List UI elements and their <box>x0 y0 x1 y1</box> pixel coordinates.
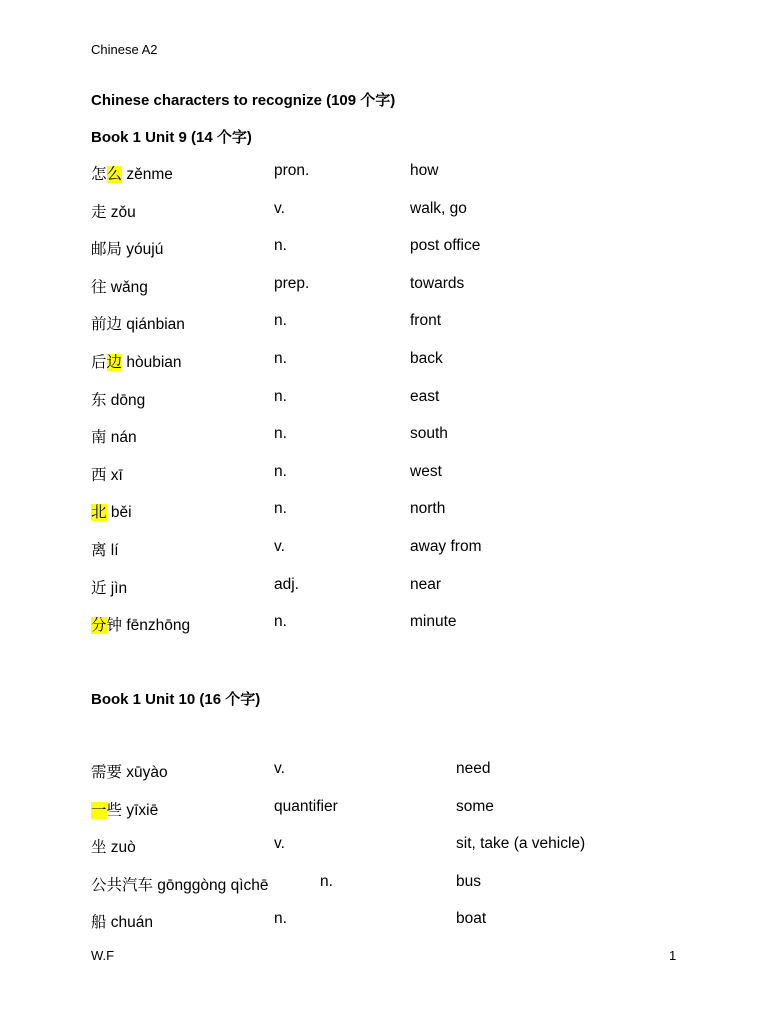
english-meaning: north <box>410 500 446 518</box>
term-text: 船 chuán <box>91 914 154 932</box>
term-text: 公共汽车 gōnggòng qìchē <box>91 876 269 894</box>
vocab-row <box>91 798 731 822</box>
term-text: 些 yīxiē <box>106 801 159 819</box>
page-header: Chinese A2 <box>91 42 158 57</box>
vocab-term <box>91 237 163 259</box>
term-text: hòubian <box>122 354 182 371</box>
vocab-row <box>91 613 731 637</box>
part-of-speech: n. <box>274 425 287 443</box>
term-text: běi <box>106 504 132 522</box>
part-of-speech: v. <box>274 538 285 555</box>
term-text: 需要 xūyào <box>91 764 168 781</box>
part-of-speech: quantifier <box>274 797 338 815</box>
footer-author: W.F <box>91 948 115 963</box>
part-of-speech: prep. <box>274 274 310 292</box>
vocab-term <box>91 463 123 485</box>
vocab-row <box>91 873 731 897</box>
part-of-speech: adj. <box>274 575 299 593</box>
vocab-term <box>91 425 137 447</box>
english-meaning: towards <box>410 274 465 292</box>
vocab-term <box>91 312 185 334</box>
highlighted-character: 边 <box>106 354 123 371</box>
highlighted-character: 么 <box>106 166 123 183</box>
vocab-term <box>91 538 119 560</box>
vocab-row <box>91 275 731 299</box>
vocab-term <box>91 500 132 522</box>
english-meaning: near <box>410 575 442 593</box>
vocab-row <box>91 910 731 934</box>
highlighted-character: 一 <box>91 801 107 819</box>
english-meaning: how <box>410 162 439 179</box>
part-of-speech: n. <box>274 462 287 480</box>
part-of-speech: n. <box>274 312 287 330</box>
vocab-row <box>91 576 731 600</box>
vocab-row <box>91 463 731 487</box>
english-meaning: front <box>410 312 442 330</box>
vocab-term <box>91 275 148 297</box>
vocab-row <box>91 237 731 261</box>
highlighted-character: 北 <box>91 504 107 522</box>
english-meaning: boat <box>456 910 487 928</box>
term-text: 前边 qiánbian <box>91 316 185 334</box>
term-text: 东 dōng <box>91 391 146 409</box>
vocab-row <box>91 500 731 524</box>
term-text: 离 lí <box>91 542 119 559</box>
term-text: 南 nán <box>91 429 137 447</box>
english-meaning: walk, go <box>410 199 467 217</box>
vocab-row <box>91 200 731 224</box>
part-of-speech: n. <box>274 387 287 405</box>
term-text: 往 wǎng <box>91 278 148 296</box>
part-of-speech: n. <box>320 872 333 890</box>
english-meaning: post office <box>410 237 481 255</box>
vocab-term <box>91 798 158 820</box>
vocab-row <box>91 162 731 186</box>
term-text: 后 <box>91 354 107 371</box>
vocab-term <box>91 200 136 222</box>
english-meaning: bus <box>456 872 481 890</box>
unit10-heading: Book 1 Unit 10 (16 个字) <box>91 691 261 708</box>
vocab-row <box>91 350 731 374</box>
vocab-row <box>91 312 731 336</box>
document-title: Chinese characters to recognize (109 个字) <box>91 92 396 109</box>
vocab-row <box>91 538 731 562</box>
english-meaning: sit, take (a vehicle) <box>456 835 586 853</box>
term-text: 走 zǒu <box>91 203 136 221</box>
vocab-row <box>91 835 731 859</box>
vocab-term <box>91 576 127 598</box>
vocab-term <box>91 910 153 932</box>
part-of-speech: n. <box>274 350 287 367</box>
english-meaning: away from <box>410 538 482 555</box>
english-meaning: back <box>410 350 443 367</box>
english-meaning: west <box>410 462 442 480</box>
part-of-speech: n. <box>274 237 287 255</box>
part-of-speech: v. <box>274 835 285 853</box>
part-of-speech: n. <box>274 613 287 631</box>
vocab-term <box>91 613 190 635</box>
english-meaning: need <box>456 760 491 777</box>
english-meaning: east <box>410 387 440 405</box>
vocab-term <box>91 162 173 184</box>
vocab-term <box>91 350 182 372</box>
term-text: 邮局 yóujú <box>91 241 164 259</box>
vocab-term <box>91 835 136 857</box>
part-of-speech: pron. <box>274 162 310 179</box>
english-meaning: minute <box>410 613 457 631</box>
term-text: 近 jìn <box>91 579 128 597</box>
unit9-heading: Book 1 Unit 9 (14 个字) <box>91 129 252 146</box>
vocab-row <box>91 388 731 412</box>
vocab-row <box>91 760 731 784</box>
highlighted-character: 分 <box>91 617 107 635</box>
english-meaning: south <box>410 425 448 443</box>
vocab-term <box>91 388 145 410</box>
page-number: 1 <box>669 948 677 963</box>
term-text: 坐 zuò <box>91 839 136 857</box>
term-text: 西 xī <box>91 466 123 484</box>
vocab-row <box>91 425 731 449</box>
term-text: zěnme <box>122 166 173 183</box>
vocab-term <box>91 873 269 895</box>
term-text: 怎 <box>91 166 107 183</box>
part-of-speech: n. <box>274 500 287 518</box>
english-meaning: some <box>456 797 494 815</box>
part-of-speech: n. <box>274 910 287 928</box>
part-of-speech: v. <box>274 760 285 777</box>
vocab-term <box>91 760 168 782</box>
part-of-speech: v. <box>274 199 285 217</box>
term-text: 钟 fēnzhōng <box>106 617 191 635</box>
